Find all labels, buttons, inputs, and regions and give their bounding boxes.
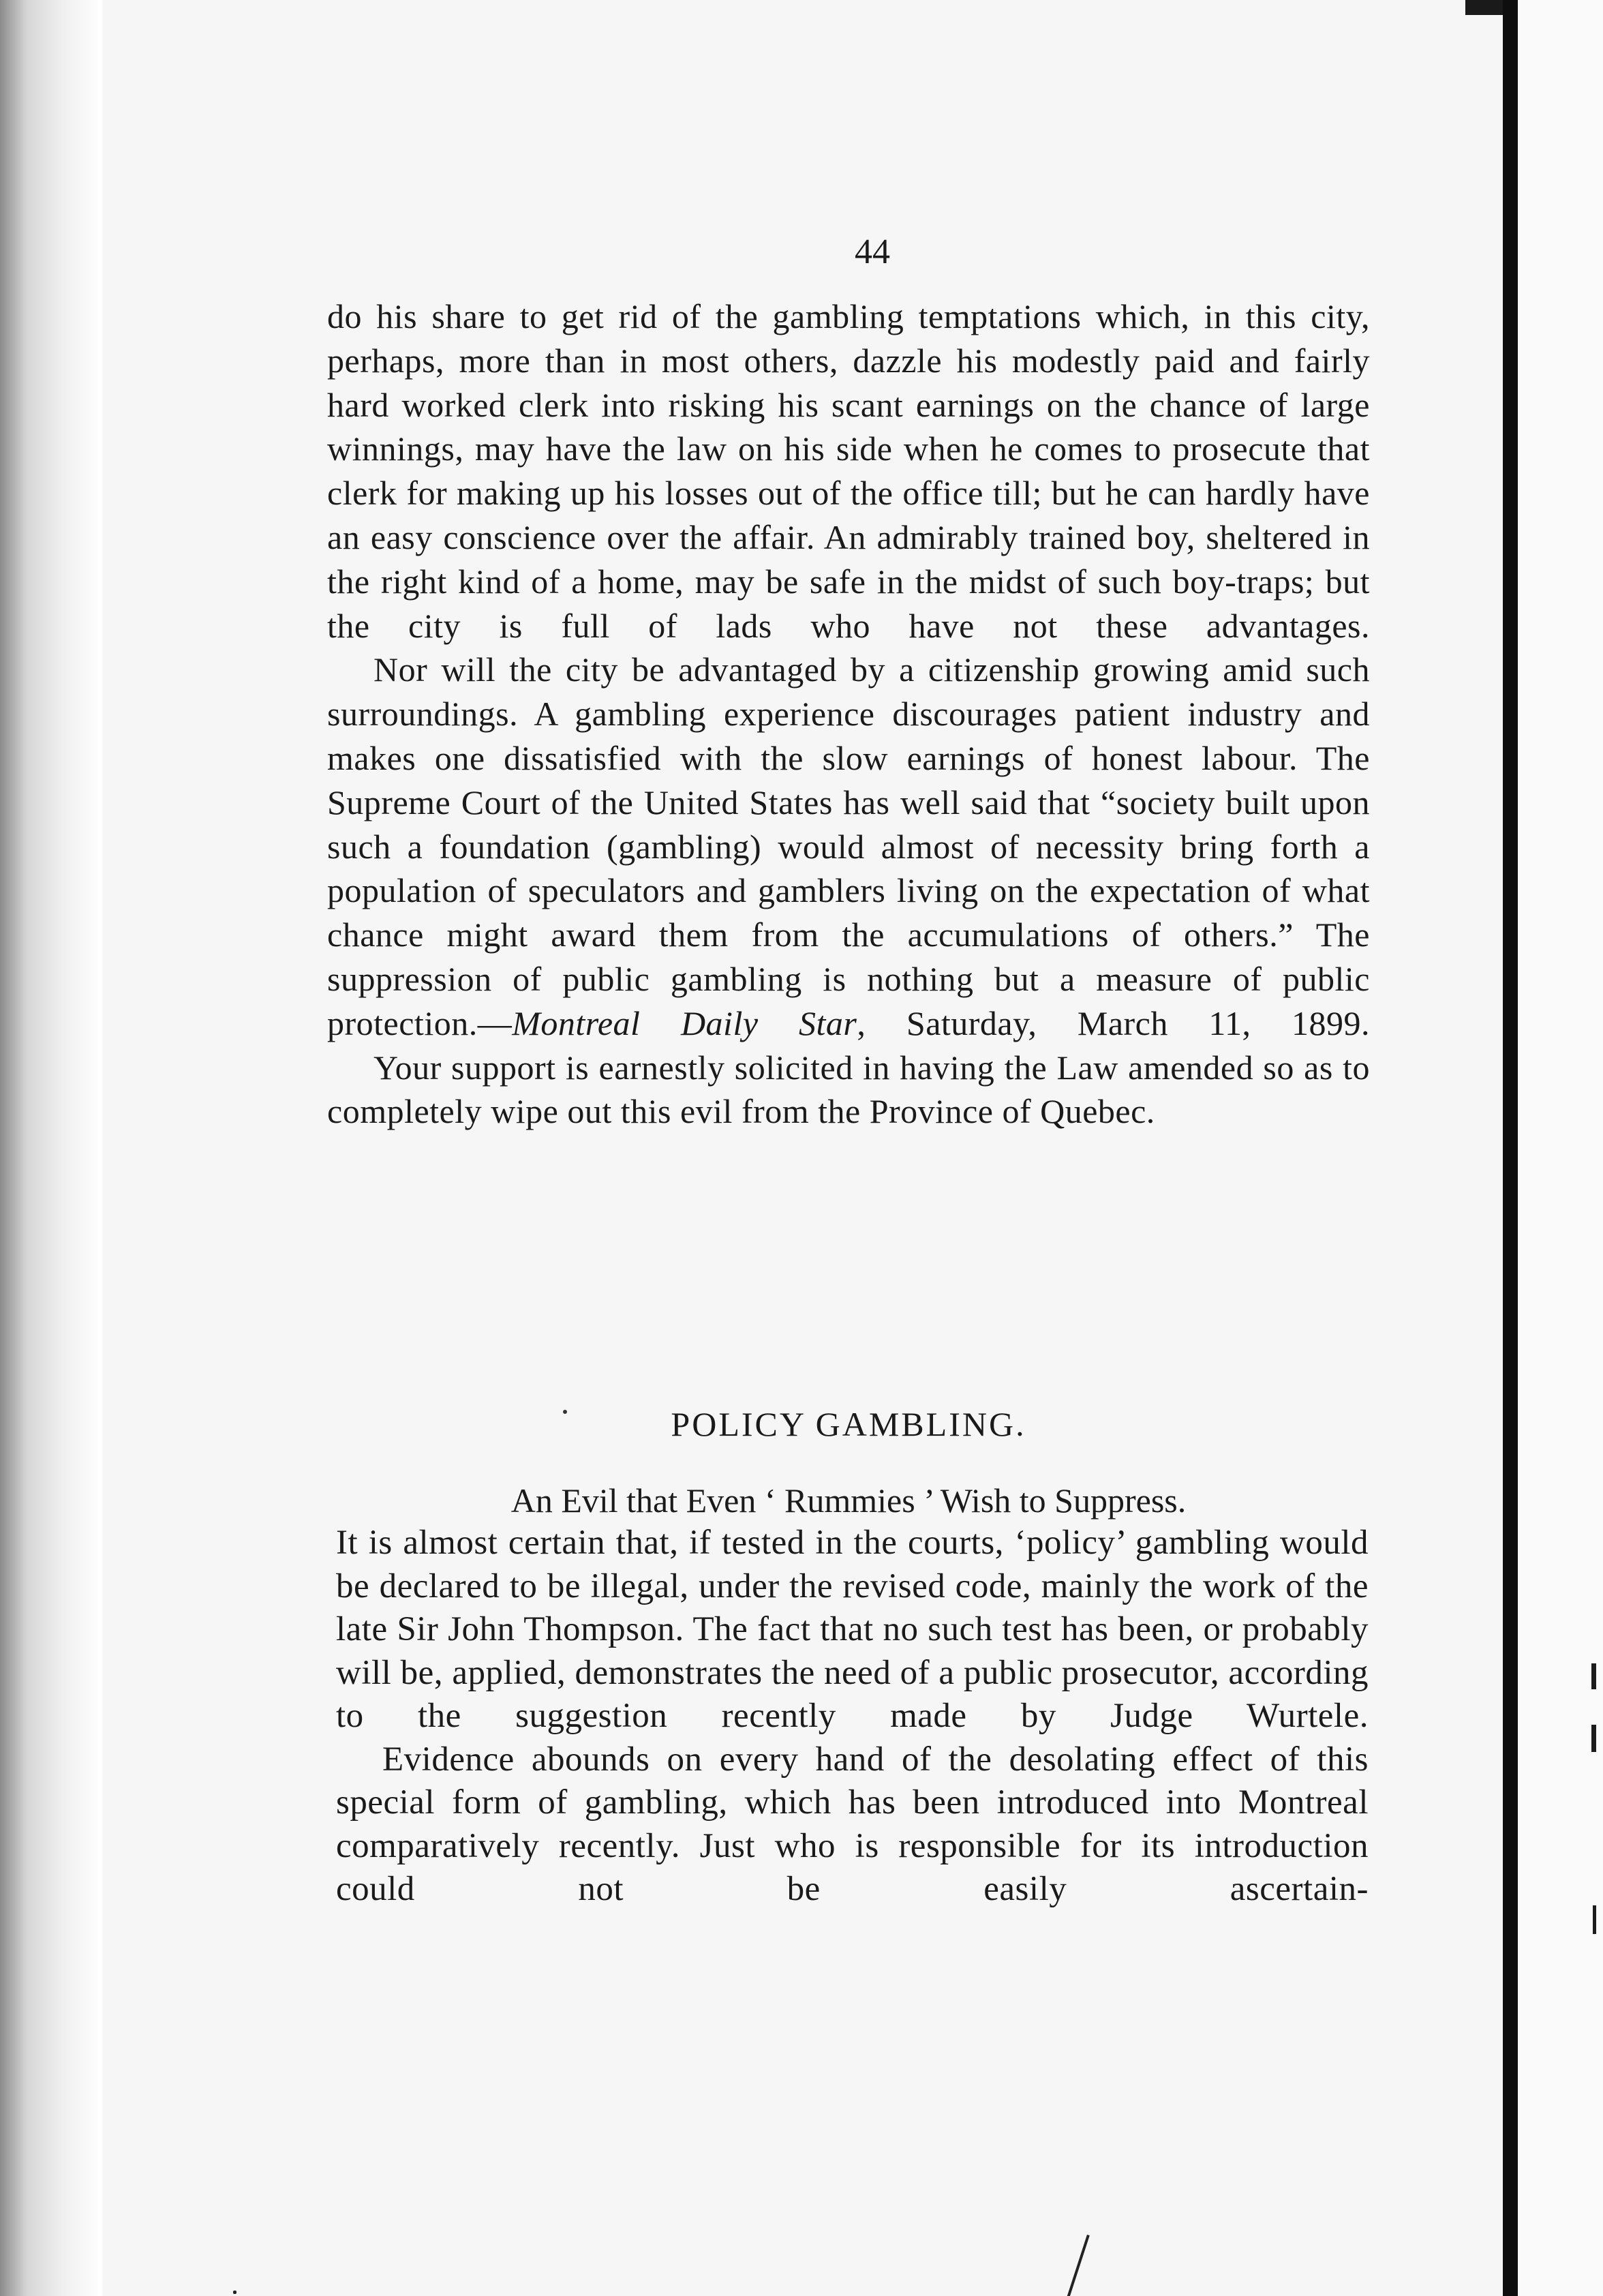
paragraph-text: Nor will the city be advantaged by a citizenship growing amid such surroundings. A gambling experience discourages patient industry and makes one dissatisfied with the slow earnings of honest labour. The Supreme Court of the United States has well said that “society built upon such a foundation (gambling) would almost of necessity bring forth a population of speculators and gamblers living on the expectation of what chance might award them from the accumulations of others.” The suppression of public gambling is nothing but a measure of public protection.— (327, 650, 1370, 1042)
stray-dot (233, 2291, 236, 2294)
binding-shadow (0, 0, 102, 2296)
text-block-upper (327, 294, 1370, 1134)
adjacent-page-glyph (1591, 1725, 1596, 1752)
page-number: 44 (855, 232, 890, 271)
citation-source: Montreal Daily Star (512, 1003, 857, 1042)
text-block-lower (336, 1522, 1369, 1912)
adjacent-page-glyph (1593, 1905, 1596, 1934)
paragraph-citizenship (327, 648, 1370, 1045)
section-heading: POLICY GAMBLING. (671, 1405, 1026, 1443)
adjacent-page-edge (1518, 0, 1603, 2296)
page-gutter (1503, 0, 1518, 2296)
paragraph-policy: It is almost certain that, if tested in the courts, ‘policy’ gambling would be declared to be illegal, under the revised code, mainly the work of the late Sir John Thompson. The fact that no such test has been, or probably will be, applied, demonstrates the need of a public prosecutor, according to the suggestion recently made by Judge Wurtele. (336, 1524, 1369, 1735)
section-subheading: An Evil that Even ‘ Rummies ’ Wish to Suppress. (510, 1481, 1187, 1520)
citation-date: , Saturday, March 11, 1899. (857, 1003, 1371, 1042)
paragraph-evidence: Evidence abounds on every hand of the desolating effect of this special form of gambling, which has been introduced into Montreal comparatively recently. Just who is responsible for its introduction could not be easily ascertain- (336, 1740, 1369, 1908)
paragraph-appeal: Your support is earnestly solicited in having the Law amended so as to completely wipe out this evil from the Province of Quebec. (327, 1048, 1370, 1131)
paragraph-continuation: do his share to get rid of the gambling temptations which, in this city, perhaps, more than in most others, dazzle his modestly paid and fairly hard worked clerk into risking his scant earnings on the chance of large winnings, may have the law on his side when he comes to prosecute that clerk for making up his losses out of the office till; but he can hardly have an easy conscience over the affair. An admirably trained boy, sheltered in the right kind of a home, may be safe in the midst of such boy-traps; but the city is full of lads who have not these advantages. (327, 297, 1370, 645)
adjacent-page-glyph (1591, 1663, 1596, 1689)
